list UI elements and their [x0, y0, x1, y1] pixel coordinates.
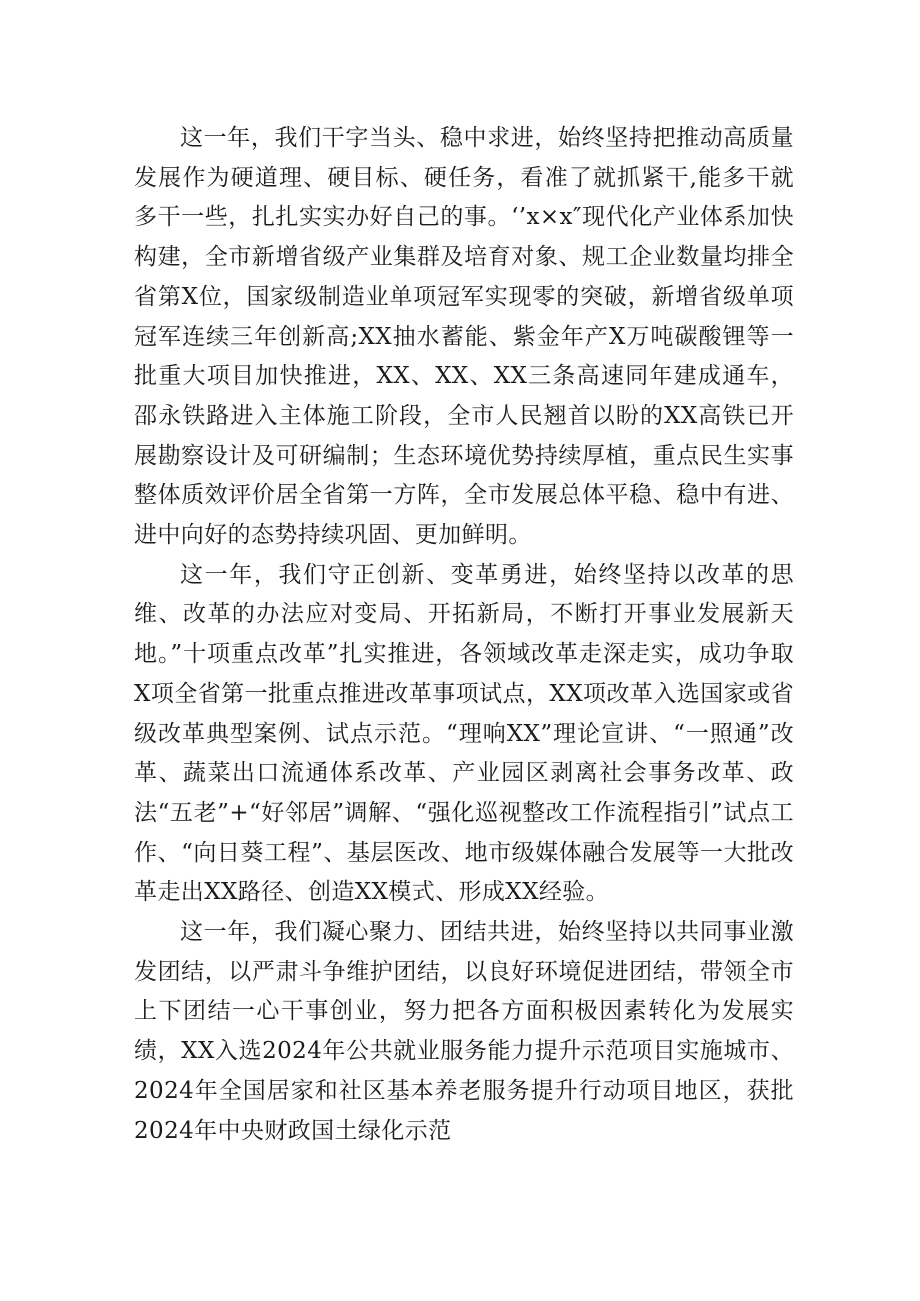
paragraph-1: 这一年，我们干字当头、稳中求进，始终坚持把推动高质量发展作为硬道理、硬目标、硬任务，看准了就抓紧干,能多干就多干一些，扎扎实实办好自己的事。‘’x×x″现代化产业体系加快构建，全市新增省级产业集群及培育对象、规工企业数量均排全省第X位，国家级制造业单项冠军实现零的突破，新增省级单项冠军连续三年创新高;XX抽水蓄能、紫金年产X万吨碳酸锂等一批重大项目加快推进，XX、XX、XX三条高速同年建成通车，邵永铁路进入主体施工阶段，全市人民翘首以盼的XX高铁已开展勘察设计及可研编制；生态环境优势持续厚植，重点民生实事整体质效评价居全省第一方阵，全市发展总体平稳、稳中有进、进中向好的态势持续巩固、更加鲜明。: [134, 125, 794, 549]
paragraph-2: 这一年，我们守正创新、变革勇进，始终坚持以改革的思维、改革的办法应对变局、开拓新局，不断打开事业发展新天地。”十项重点改革”扎实推进，各领域改革走深走实，成功争取X项全省第一批重点推进改革事项试点，XX项改革入选国家或省级改革典型案例、试点示范。“理响XX”理论宣讲、“一照通”改革、蔬菜出口流通体系改革、产业园区剥离社会事务改革、政法“五老”+“好邻居”调解、“强化巡视整改工作流程指引”试点工作、“向日葵工程”、基层医改、地市级媒体融合发展等一大批改革走出XX路径、创造XX模式、形成XX经验。: [134, 561, 794, 906]
document-body: [134, 119, 794, 1151]
paragraph-3: 这一年，我们凝心聚力、团结共进，始终坚持以共同事业激发团结，以严肃斗争维护团结，以良好环境促进团结，带领全市上下团结一心干事创业，努力把各方面积极因素转化为发展实绩，XX入选2024年公共就业服务能力提升示范项目实施城市、2024年全国居家和社区基本养老服务提升行动项目地区，获批2024年中央财政国土绿化示范: [134, 919, 794, 1144]
